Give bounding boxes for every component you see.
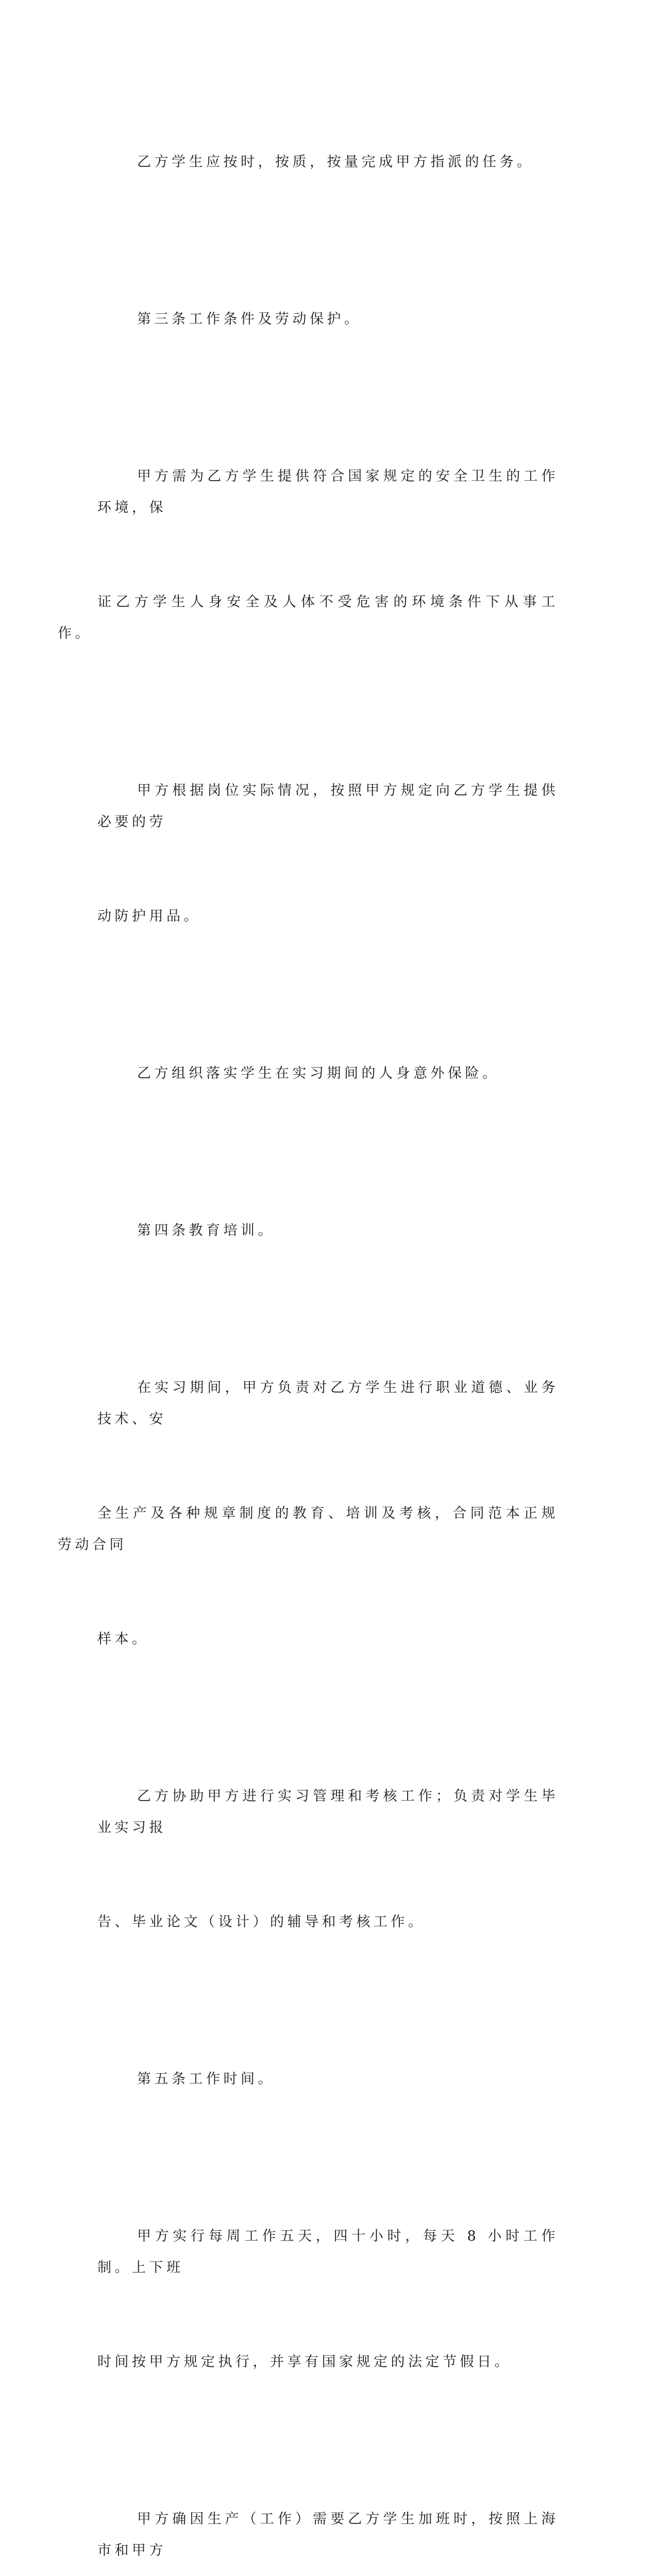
paragraph <box>58 1309 559 1718</box>
paragraph-line: 第四条教育培训。 <box>137 1223 275 1239</box>
document-body <box>58 83 559 2576</box>
paragraph-line: 甲方需为乙方学生提供符合国家规定的安全卫生的工作环境，保 <box>97 468 559 516</box>
paragraph <box>97 2441 559 2576</box>
section-heading <box>97 1152 559 1309</box>
paragraph <box>97 712 559 995</box>
paragraph-line: 全生产及各种规章制度的教育、培训及考核，合同范本正规劳动合同 <box>58 1505 559 1553</box>
paragraph-line: 告、毕业论文（设计）的辅导和考核工作。 <box>97 1914 426 1930</box>
paragraph-line: 样本。 <box>97 1631 149 1647</box>
paragraph-line: 甲方确因生产（工作）需要乙方学生加班时，按照上海市和甲方 <box>97 2511 559 2558</box>
paragraph <box>58 398 559 712</box>
section-heading <box>97 2001 559 2158</box>
paragraph-line: 乙方协助甲方进行实习管理和考核工作；负责对学生毕业实习报 <box>97 1788 559 1836</box>
paragraph <box>97 83 559 241</box>
paragraph-line: 甲方根据岗位实际情况，按照甲方规定向乙方学生提供必要的劳 <box>97 783 559 830</box>
paragraph-line: 乙方学生应按时，按质，按量完成甲方指派的任务。 <box>137 154 534 170</box>
paragraph-line: 第五条工作时间。 <box>137 2071 275 2087</box>
paragraph-line: 证乙方学生人身安全及人体不受危害的环境条件下从事工作。 <box>58 594 559 641</box>
paragraph-line: 甲方实行每周工作五天，四十小时，每天 8 小时工作制。上下班 <box>97 2228 559 2276</box>
paragraph <box>97 1718 559 2001</box>
paragraph-line: 时间按甲方规定执行，并享有国家规定的法定节假日。 <box>97 2354 512 2370</box>
paragraph-line: 在实习期间，甲方负责对乙方学生进行职业道德、业务技术、安 <box>97 1380 559 1427</box>
paragraph-line: 乙方组织落实学生在实习期间的人身意外保险。 <box>137 1065 500 1081</box>
section-heading <box>97 241 559 398</box>
paragraph <box>97 2158 559 2441</box>
paragraph-line: 动防护用品。 <box>97 908 201 924</box>
paragraph <box>97 995 559 1152</box>
paragraph-line: 第三条工作条件及劳动保护。 <box>137 311 362 327</box>
